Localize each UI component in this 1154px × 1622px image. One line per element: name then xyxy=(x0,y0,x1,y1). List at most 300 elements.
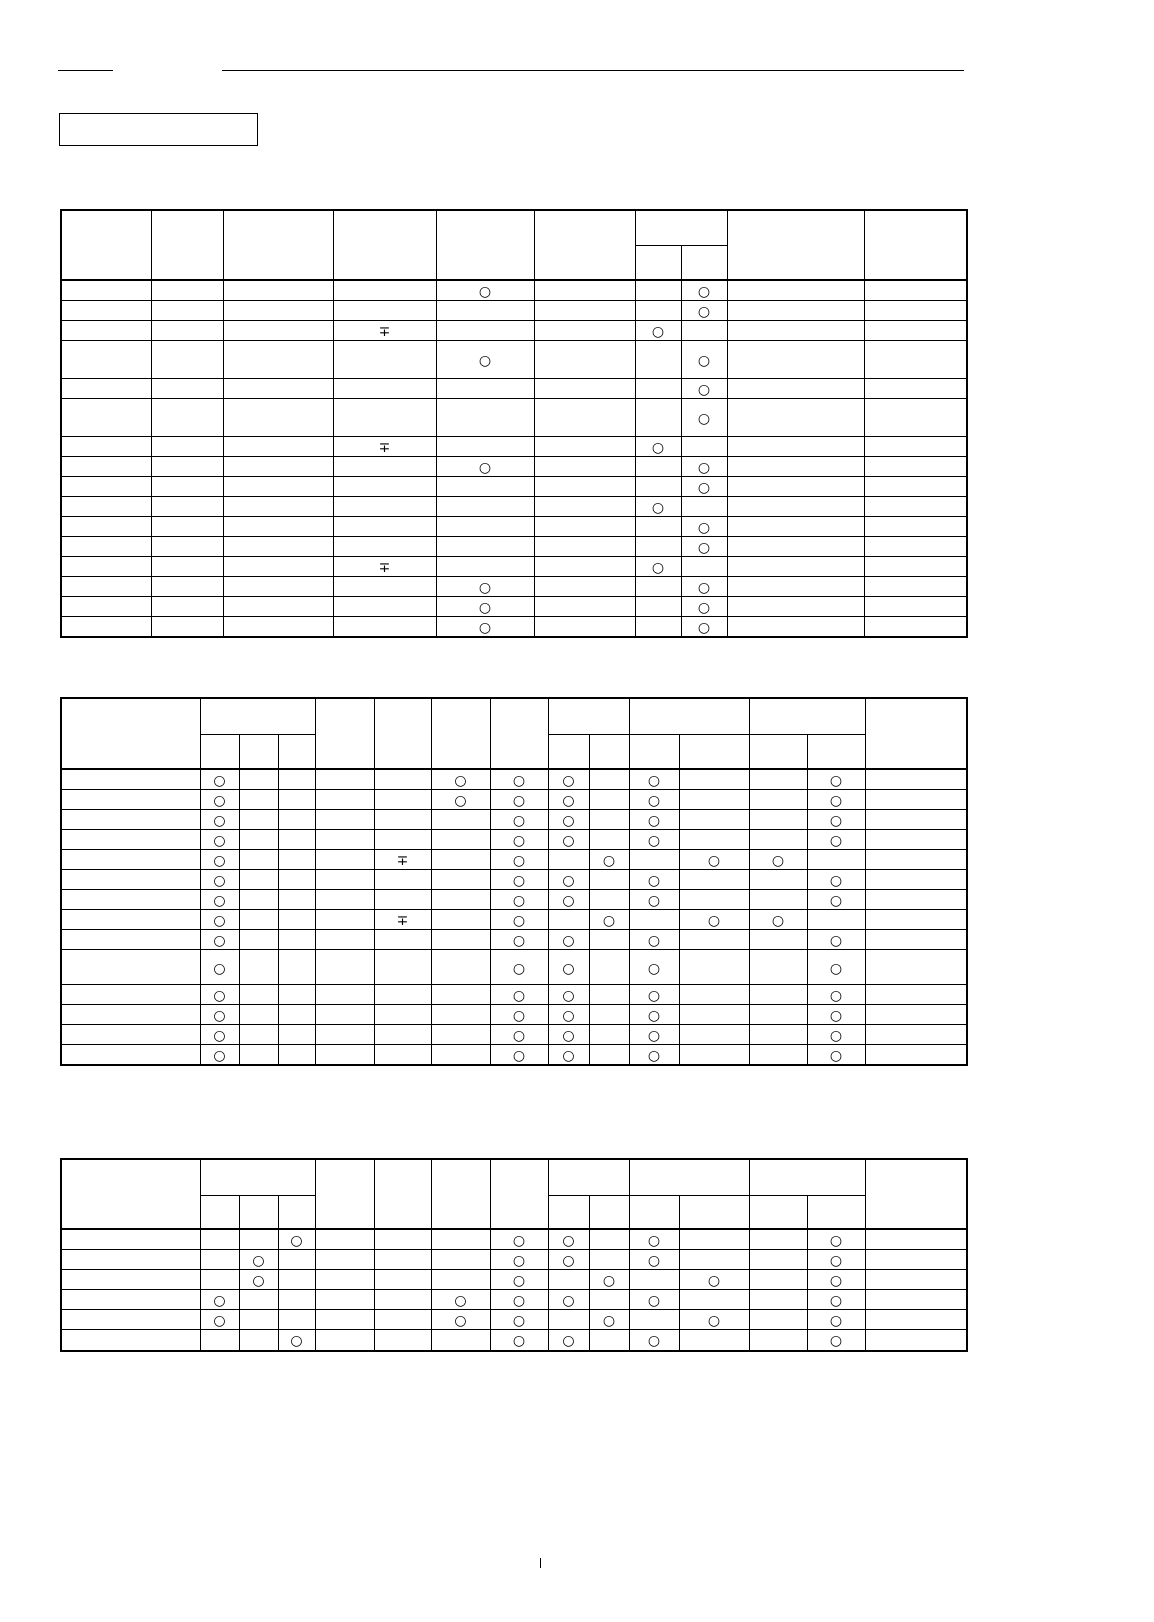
table-cell xyxy=(61,850,200,870)
table-cell xyxy=(436,457,534,477)
table-cell xyxy=(807,1290,865,1310)
table-cell xyxy=(61,930,200,950)
cell-mark: ○ xyxy=(512,1233,526,1249)
table-cell xyxy=(278,769,315,790)
cell-mark: ○ xyxy=(647,1253,661,1269)
header-cell xyxy=(681,245,727,280)
table-cell xyxy=(333,517,436,537)
table-cell xyxy=(679,950,749,985)
table-cell xyxy=(200,930,239,950)
header-cell xyxy=(374,1159,431,1229)
table-cell xyxy=(534,437,635,457)
table-cell xyxy=(749,910,807,930)
table-cell xyxy=(629,850,679,870)
cell-mark: ○ xyxy=(512,793,526,809)
cell-mark: ○ xyxy=(647,1008,661,1024)
table-cell xyxy=(635,557,681,577)
table-cell xyxy=(548,1310,589,1330)
table-cell xyxy=(635,341,681,379)
cell-mark: ○ xyxy=(512,988,526,1004)
cell-mark: ○ xyxy=(213,913,226,929)
table-cell xyxy=(431,790,490,810)
table-cell xyxy=(278,830,315,850)
cell-mark: ○ xyxy=(512,1293,526,1309)
cell-mark: ○ xyxy=(647,833,661,849)
table-cell xyxy=(315,870,374,890)
cell-mark: ○ xyxy=(562,1028,575,1044)
table-cell xyxy=(431,930,490,950)
table-row xyxy=(61,437,967,457)
table-cell xyxy=(534,280,635,301)
table-cell xyxy=(490,870,548,890)
cell-mark: ○ xyxy=(213,813,226,829)
cell-mark: ○ xyxy=(562,873,575,889)
table-cell xyxy=(239,870,278,890)
cell-mark: ○ xyxy=(512,960,526,977)
table-cell xyxy=(679,1045,749,1066)
table-cell xyxy=(239,985,278,1005)
table-cell xyxy=(200,1250,239,1270)
table-cell xyxy=(635,577,681,597)
cell-mark: ○ xyxy=(647,1333,661,1350)
table-cell xyxy=(548,890,589,910)
table-cell xyxy=(61,597,151,617)
header-cell xyxy=(679,734,749,769)
cell-mark: ○ xyxy=(512,893,526,909)
table-cell xyxy=(865,910,967,930)
cell-mark: ○ xyxy=(829,1293,843,1309)
table-cell xyxy=(681,557,727,577)
title-box xyxy=(59,113,258,146)
cell-mark: ○ xyxy=(252,1273,265,1289)
table-cell xyxy=(681,437,727,457)
table-cell xyxy=(61,830,200,850)
table-cell xyxy=(200,1290,239,1310)
cell-mark: ○ xyxy=(213,873,226,889)
cell-mark: ○ xyxy=(647,1028,661,1044)
cell-mark: ○ xyxy=(562,1233,575,1249)
table-cell xyxy=(315,1330,374,1351)
table-cell xyxy=(431,850,490,870)
table-cell xyxy=(431,890,490,910)
table-cell xyxy=(865,870,967,890)
table-cell xyxy=(61,437,151,457)
header-cell xyxy=(749,698,865,734)
table-cell xyxy=(278,870,315,890)
table-cell xyxy=(865,1005,967,1025)
table-cell xyxy=(315,1025,374,1045)
cell-mark: ○ xyxy=(829,893,843,909)
cell-mark: ○ xyxy=(478,620,492,636)
table-cell xyxy=(431,1270,490,1290)
table-cell xyxy=(548,830,589,850)
table-cell xyxy=(865,1270,967,1290)
table-cell xyxy=(589,1290,629,1310)
table-cell xyxy=(223,537,333,557)
table-row xyxy=(61,301,967,321)
table-cell xyxy=(534,597,635,617)
table-cell xyxy=(61,950,200,985)
table-cell xyxy=(239,790,278,810)
cell-mark: ○ xyxy=(829,1048,843,1064)
table-cell xyxy=(223,301,333,321)
table-cell xyxy=(278,1045,315,1066)
cell-mark: ○ xyxy=(647,1293,661,1309)
cell-mark: ○ xyxy=(512,1028,526,1044)
table-row xyxy=(61,477,967,497)
table-cell xyxy=(548,870,589,890)
table-cell xyxy=(749,769,807,790)
cell-mark: ○ xyxy=(478,460,492,476)
table-row xyxy=(61,810,967,830)
cell-mark: ○ xyxy=(829,1008,843,1024)
table-cell xyxy=(200,910,239,930)
header-cell xyxy=(278,734,315,769)
table-cell xyxy=(749,790,807,810)
table-row xyxy=(61,850,967,870)
header-rule-left xyxy=(58,70,113,71)
cell-mark: ○ xyxy=(829,793,843,809)
header-cell xyxy=(548,1195,589,1229)
table-cell xyxy=(681,537,727,557)
cell-mark: ○ xyxy=(512,1333,526,1350)
table-cell xyxy=(534,497,635,517)
table-row xyxy=(61,1250,967,1270)
cell-mark: ∓ xyxy=(378,324,391,340)
table-cell xyxy=(635,457,681,477)
table-cell xyxy=(61,1025,200,1045)
table-cell xyxy=(239,1025,278,1045)
header-row xyxy=(61,1159,967,1195)
table-cell xyxy=(151,577,223,597)
table-cell xyxy=(200,1330,239,1351)
table-cell xyxy=(749,1045,807,1066)
header-cell xyxy=(436,210,534,280)
header-cell xyxy=(239,734,278,769)
cell-mark: ○ xyxy=(562,813,575,829)
table-cell xyxy=(865,1025,967,1045)
table-cell xyxy=(865,1045,967,1066)
table-cell xyxy=(431,1005,490,1025)
table-cell xyxy=(807,1025,865,1045)
cell-mark: ○ xyxy=(512,813,526,829)
table-cell xyxy=(61,477,151,497)
table-cell xyxy=(727,437,864,457)
cell-mark: ○ xyxy=(512,1008,526,1024)
table-cell xyxy=(864,379,967,399)
cell-mark: ○ xyxy=(562,988,575,1004)
table-cell xyxy=(534,617,635,638)
table-cell xyxy=(681,341,727,379)
table-cell xyxy=(278,810,315,830)
table-cell xyxy=(749,1229,807,1250)
table-cell xyxy=(239,890,278,910)
header-cell xyxy=(864,210,967,280)
table-cell xyxy=(333,399,436,437)
header-row xyxy=(61,210,967,245)
table-cell xyxy=(589,850,629,870)
header-cell xyxy=(278,1195,315,1229)
table-cell xyxy=(278,1229,315,1250)
table-cell xyxy=(807,790,865,810)
table-cell xyxy=(151,280,223,301)
table-cell xyxy=(727,557,864,577)
table-cell xyxy=(151,341,223,379)
table-cell xyxy=(333,577,436,597)
table-cell xyxy=(490,810,548,830)
table-cell xyxy=(278,1005,315,1025)
table-cell xyxy=(239,1290,278,1310)
table-cell xyxy=(333,597,436,617)
table-row xyxy=(61,985,967,1005)
marks-table xyxy=(60,209,968,638)
table-cell xyxy=(629,1270,679,1290)
table-cell xyxy=(629,790,679,810)
table-cell xyxy=(436,321,534,341)
table-cell xyxy=(864,497,967,517)
table-cell xyxy=(864,597,967,617)
cell-mark: ∓ xyxy=(396,913,409,929)
table-cell xyxy=(807,1310,865,1330)
table-cell xyxy=(864,399,967,437)
header-cell xyxy=(548,1159,629,1195)
table-cell xyxy=(239,1330,278,1351)
table-cell xyxy=(864,517,967,537)
table-cell xyxy=(589,1310,629,1330)
header-cell xyxy=(548,698,629,734)
table-cell xyxy=(865,1290,967,1310)
cell-mark: ○ xyxy=(647,988,661,1004)
table-row xyxy=(61,950,967,985)
table-cell xyxy=(239,930,278,950)
cell-mark: ○ xyxy=(697,480,711,496)
header-cell xyxy=(200,1159,315,1195)
cell-mark: ○ xyxy=(602,1313,616,1329)
table-cell xyxy=(223,557,333,577)
table-cell xyxy=(589,930,629,950)
cell-mark: ○ xyxy=(829,1028,843,1044)
table-cell xyxy=(727,477,864,497)
header-cell xyxy=(61,698,200,769)
table-cell xyxy=(151,321,223,341)
table-cell xyxy=(200,950,239,985)
header-cell xyxy=(200,698,315,734)
cell-mark: ○ xyxy=(213,1008,226,1024)
cell-mark: ○ xyxy=(213,988,226,1004)
cell-mark: ○ xyxy=(829,773,843,789)
table-cell xyxy=(278,985,315,1005)
cell-mark: ∓ xyxy=(396,853,409,869)
cell-mark: ○ xyxy=(651,440,665,456)
table-cell xyxy=(548,1229,589,1250)
table-cell xyxy=(749,1025,807,1045)
cell-mark: ○ xyxy=(697,520,711,536)
table-row xyxy=(61,557,967,577)
table-cell xyxy=(61,1330,200,1351)
header-cell xyxy=(629,1159,749,1195)
table-cell xyxy=(278,790,315,810)
cell-mark: ○ xyxy=(478,600,492,616)
table-cell xyxy=(239,810,278,830)
table-cell xyxy=(333,617,436,638)
table-cell xyxy=(200,985,239,1005)
cell-mark: ○ xyxy=(290,1333,303,1350)
table-cell xyxy=(865,1310,967,1330)
table-cell xyxy=(864,280,967,301)
header-cell xyxy=(629,1195,679,1229)
table-cell xyxy=(315,1290,374,1310)
table-cell xyxy=(865,1229,967,1250)
table-row xyxy=(61,1270,967,1290)
table-cell xyxy=(727,537,864,557)
table-cell xyxy=(807,1270,865,1290)
table-cell xyxy=(61,810,200,830)
table-cell xyxy=(490,1025,548,1045)
table-cell xyxy=(315,830,374,850)
table-cell xyxy=(61,517,151,537)
cell-mark: ○ xyxy=(647,933,661,949)
table-cell xyxy=(807,870,865,890)
cell-mark: ○ xyxy=(562,1293,575,1309)
table-cell xyxy=(490,890,548,910)
table-cell xyxy=(807,1229,865,1250)
table-cell xyxy=(315,769,374,790)
table-cell xyxy=(200,1310,239,1330)
table-cell xyxy=(315,930,374,950)
table-cell xyxy=(200,810,239,830)
table-cell xyxy=(333,457,436,477)
table-cell xyxy=(239,830,278,850)
table-cell xyxy=(436,477,534,497)
table-cell xyxy=(679,769,749,790)
table-cell xyxy=(679,930,749,950)
header-cell xyxy=(589,734,629,769)
header-cell xyxy=(315,1159,374,1229)
header-cell xyxy=(589,1195,629,1229)
cell-mark: ○ xyxy=(512,913,526,929)
table-cell xyxy=(61,577,151,597)
table-cell xyxy=(749,1290,807,1310)
table-cell xyxy=(151,379,223,399)
cell-mark: ○ xyxy=(697,411,711,427)
table-cell xyxy=(374,1250,431,1270)
table-cell xyxy=(629,910,679,930)
table-cell xyxy=(315,950,374,985)
table-cell xyxy=(333,557,436,577)
table-cell xyxy=(61,1045,200,1066)
cell-mark: ○ xyxy=(562,793,575,809)
table-cell xyxy=(490,769,548,790)
table-row xyxy=(61,497,967,517)
table-cell xyxy=(200,1270,239,1290)
table-row xyxy=(61,379,967,399)
table-cell xyxy=(490,1229,548,1250)
table-cell xyxy=(534,379,635,399)
table-cell xyxy=(681,577,727,597)
table-cell xyxy=(490,950,548,985)
table-cell xyxy=(278,1270,315,1290)
table-row xyxy=(61,577,967,597)
table-cell xyxy=(807,985,865,1005)
table-cell xyxy=(61,280,151,301)
table-cell xyxy=(679,1310,749,1330)
table-cell xyxy=(151,537,223,557)
table-cell xyxy=(333,341,436,379)
table-cell xyxy=(490,1290,548,1310)
table-cell xyxy=(865,930,967,950)
table-cell xyxy=(749,890,807,910)
table-cell xyxy=(589,1025,629,1045)
table-cell xyxy=(151,399,223,437)
table-cell xyxy=(61,301,151,321)
header-cell xyxy=(315,698,374,769)
table-cell xyxy=(548,1330,589,1351)
table-cell xyxy=(333,280,436,301)
table-cell xyxy=(436,497,534,517)
table-cell xyxy=(200,790,239,810)
table-cell xyxy=(807,1330,865,1351)
table-cell xyxy=(315,890,374,910)
table-cell xyxy=(865,790,967,810)
table-cell xyxy=(223,577,333,597)
table-cell xyxy=(374,1290,431,1310)
table-cell xyxy=(589,985,629,1005)
table-cell xyxy=(374,1310,431,1330)
cell-mark: ○ xyxy=(829,1333,843,1350)
table-cell xyxy=(679,1330,749,1351)
table-cell xyxy=(635,597,681,617)
table-cell xyxy=(589,1229,629,1250)
table-cell xyxy=(635,517,681,537)
marks-table xyxy=(60,697,968,1066)
table-cell xyxy=(681,497,727,517)
table-cell xyxy=(374,1330,431,1351)
cell-mark: ○ xyxy=(213,793,226,809)
cell-mark: ○ xyxy=(697,580,711,596)
cell-mark: ○ xyxy=(512,853,526,869)
header-cell xyxy=(333,210,436,280)
table-cell xyxy=(61,1310,200,1330)
cell-mark: ○ xyxy=(512,773,526,789)
table-row xyxy=(61,1045,967,1066)
table-cell xyxy=(589,1330,629,1351)
table-cell xyxy=(315,1045,374,1066)
table-cell xyxy=(436,537,534,557)
table-cell xyxy=(629,810,679,830)
table-cell xyxy=(61,557,151,577)
table-cell xyxy=(61,769,200,790)
table-cell xyxy=(374,930,431,950)
cell-mark: ○ xyxy=(562,1333,575,1350)
table-cell xyxy=(727,301,864,321)
table-cell xyxy=(333,379,436,399)
table-cell xyxy=(749,985,807,1005)
table-cell xyxy=(315,790,374,810)
table-cell xyxy=(239,769,278,790)
table-cell xyxy=(534,457,635,477)
cell-mark: ○ xyxy=(647,873,661,889)
cell-mark: ○ xyxy=(213,1293,226,1309)
table-cell xyxy=(548,910,589,930)
table-cell xyxy=(278,850,315,870)
table-cell xyxy=(635,280,681,301)
cell-mark: ○ xyxy=(697,353,711,369)
table-cell xyxy=(61,790,200,810)
table-cell xyxy=(864,537,967,557)
table-cell xyxy=(315,850,374,870)
table-cell xyxy=(749,1310,807,1330)
table-cell xyxy=(61,321,151,341)
